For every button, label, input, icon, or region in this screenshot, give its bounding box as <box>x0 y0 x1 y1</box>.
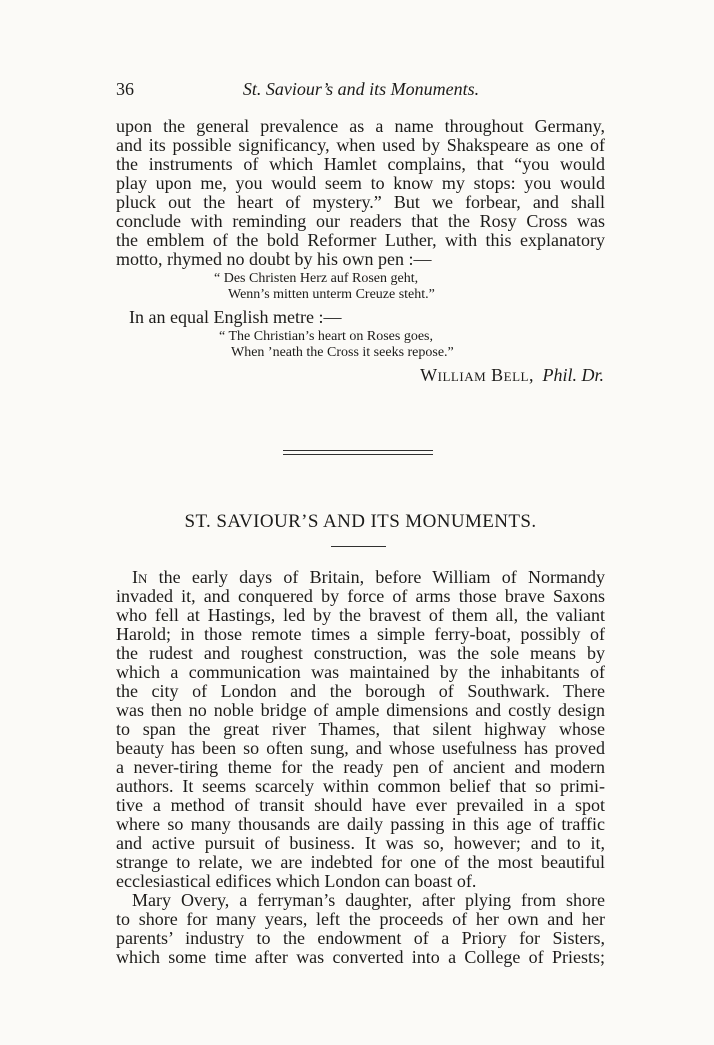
text-line: was then no noble bridge of ample dimensions and costly design <box>116 700 605 720</box>
article-title: ST. SAVIOUR’S AND ITS MONUMENTS. <box>184 511 537 532</box>
text-line: which a communication was maintained by the inhabitants of <box>116 662 605 682</box>
text-line: which some time after was converted into a College of Priests; <box>116 947 605 967</box>
text-line: a never-tiring theme for the ready pen of ancient and modern <box>116 757 605 777</box>
text-line: to shore for many years, left the proceeds of her own and her <box>116 909 605 929</box>
text-line: invaded it, and conquered by force of arms those brave Saxons <box>116 586 605 606</box>
text-line: Harold; in those remote times a simple ferry-boat, possibly of <box>116 624 605 644</box>
previous-article-ending <box>116 117 605 269</box>
title-rule <box>331 546 386 547</box>
text-line: upon the general prevalence as a name throughout Germany, <box>116 116 605 136</box>
text-line: parents’ industry to the endowment of a Priory for Sisters, <box>116 928 605 948</box>
text-line: the instruments of which Hamlet complains, that “you would <box>116 154 605 174</box>
text-line: the rudest and roughest construction, was the sole means by <box>116 643 605 663</box>
text-line: tive a method of transit should have ever prevailed in a spot <box>116 795 605 815</box>
english-verse <box>219 329 454 361</box>
text-line: and active pursuit of business. It was so, however; and to it, <box>116 833 605 853</box>
text-line: In the early days of Britain, before William of Normandy <box>132 567 605 587</box>
text-line: pluck out the heart of mystery.” But we forbear, and shall <box>116 192 605 212</box>
signature-title: Phil. Dr. <box>542 365 604 385</box>
text-line: the city of London and the borough of Southwark. There <box>116 681 605 701</box>
drop-cap: In <box>132 567 148 587</box>
german-verse <box>214 271 435 303</box>
text-line: strange to relate, we are indebted for one of the most beautiful <box>116 852 605 872</box>
english-intro: In an equal English metre :— <box>129 307 342 327</box>
text-line: authors. It seems scarcely within common belief that so primi- <box>116 776 605 796</box>
text-line: Mary Overy, a ferryman’s daughter, after plying from shore <box>132 890 605 910</box>
article-body <box>116 568 605 967</box>
verse-line: When ’neath the Cross it seeks repose.” <box>231 345 454 360</box>
verse-line: “ Des Christen Herz auf Rosen geht, <box>214 271 419 286</box>
verse-line: “ The Christian’s heart on Roses goes, <box>219 329 433 344</box>
text-line: who fell at Hastings, led by the bravest of them all, the valiant <box>116 605 605 625</box>
text-line: to span the great river Thames, that silent highway whose <box>116 719 605 739</box>
page-header <box>116 76 606 102</box>
text-line: motto, rhymed no doubt by his own pen :— <box>116 249 432 269</box>
text-line: where so many thousands are daily passing in this age of traffic <box>116 814 605 834</box>
text-line: the emblem of the bold Reformer Luther, with this explanatory <box>116 230 605 250</box>
text-line: ecclesiastical edifices which London can boast of. <box>116 871 477 891</box>
text-line: conclude with reminding our readers that the Rosy Cross was <box>116 211 605 231</box>
text-line: play upon me, you would seem to know my stops: you would <box>116 173 605 193</box>
text-line: beauty has been so often sung, and whose usefulness has proved <box>116 738 605 758</box>
running-title: St. Saviour’s and its Monuments. <box>242 79 480 99</box>
page-number: 36 <box>116 79 134 99</box>
signature-name: William Bell, <box>420 365 534 385</box>
section-divider <box>283 450 433 455</box>
author-signature <box>420 366 604 385</box>
text-line: and its possible significancy, when used by Shakspeare as one of <box>116 135 605 155</box>
verse-line: Wenn’s mitten unterm Creuze steht.” <box>228 287 435 302</box>
